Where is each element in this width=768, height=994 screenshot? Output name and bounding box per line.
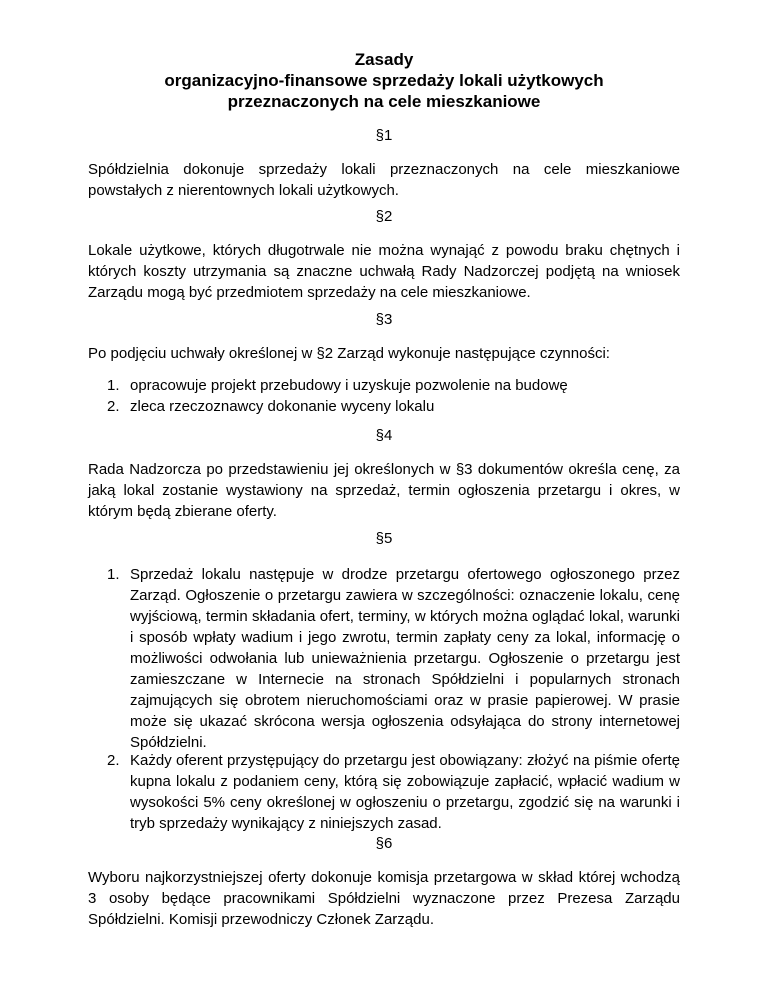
section-3-heading: §3 [375, 311, 393, 328]
section-2-heading: §2 [375, 208, 393, 225]
section-6-heading: §6 [375, 835, 393, 852]
document-title-line-1: Zasady [354, 50, 414, 69]
section-4-heading: §4 [375, 427, 393, 444]
section-4-text: Rada Nadzorcza po przedstawieniu jej określonych w §3 dokumentów określa cenę, za jaką lokal zostanie wystawiony na sprzedaż, termin ogłoszenia przetargu i okres, w którym będą zbierane oferty. [88, 461, 680, 520]
document-title-line-3: przeznaczonych na cele mieszkaniowe [227, 92, 541, 111]
section-1-text: Spółdzielnia dokonuje sprzedaży lokali przeznaczonych na cele mieszkaniowe powstałych z nierentownych lokali użytkowych. [88, 161, 680, 199]
section-2-text: Lokale użytkowe, których długotrwale nie można wynająć z powodu braku chętnych i których koszty utrzymania są znaczne uchwałą Rady Nadzorczej podjętą na wniosek Zarządu mogą być przedmiotem sprzedaży na cele mieszkaniowe. [88, 242, 680, 301]
list-item [107, 396, 680, 417]
section-3-text: Po podjęciu uchwały określonej w §2 Zarząd wykonuje następujące czynności: [88, 345, 610, 362]
list-item-number: 2. [107, 752, 120, 769]
list-item [107, 375, 680, 396]
list-item-number: 2. [107, 398, 120, 415]
section-6-text: Wyboru najkorzystniejszej oferty dokonuje komisja przetargowa w skład której wchodzą 3 osoby będące pracownikami Spółdzielni wyznaczone przez Prezesa Zarządu Spółdzielni. Komisji przewodniczy Członek Zarządu. [88, 869, 680, 928]
list-item-text: Każdy oferent przystępujący do przetargu jest obowiązany: złożyć na piśmie ofertę kupna lokalu z podaniem ceny, którą się zobowiązuje zapłacić, wpłacić wadium w wysokości 5% ceny określonej w ogłoszeniu o przetargu, zgodzić się na warunki i tryb sprzedaży wynikający z niniejszych zasad. [130, 752, 680, 832]
list-item-number: 1. [107, 566, 120, 583]
list-item-text: Sprzedaż lokalu następuje w drodze przetargu ofertowego ogłoszonego przez Zarząd. Ogłoszenie o przetargu zawiera w szczególności: oznaczenie lokalu, cenę wyjściową, termin składania ofert, terminy, w których można oglądać lokal, warunki i sposób wpłaty wadium i jego zwrotu, termin zapłaty ceny za lokal, informację o możliwości odwołania lub unieważnienia przetargu. Ogłoszenie o przetargu jest zamieszczane w Internecie na stronach Spółdzielni i popularnych stronach zajmujących się obrotem nieruchomościami oraz w prasie papierowej. W prasie może się ukazać skrócona wersja ogłoszenia odsyłająca do strony internetowej Spółdzielni. [130, 566, 680, 751]
list-item-text: zleca rzeczoznawcy dokonanie wyceny lokalu [130, 398, 435, 415]
document-title-line-2: organizacyjno-finansowe sprzedaży lokali użytkowych [164, 71, 604, 90]
list-item-number: 1. [107, 377, 120, 394]
list-item [107, 750, 680, 834]
section-5-heading: §5 [375, 530, 393, 547]
list-item [107, 564, 680, 753]
section-1-heading: §1 [375, 127, 393, 144]
list-item-text: opracowuje projekt przebudowy i uzyskuje pozwolenie na budowę [130, 377, 568, 394]
